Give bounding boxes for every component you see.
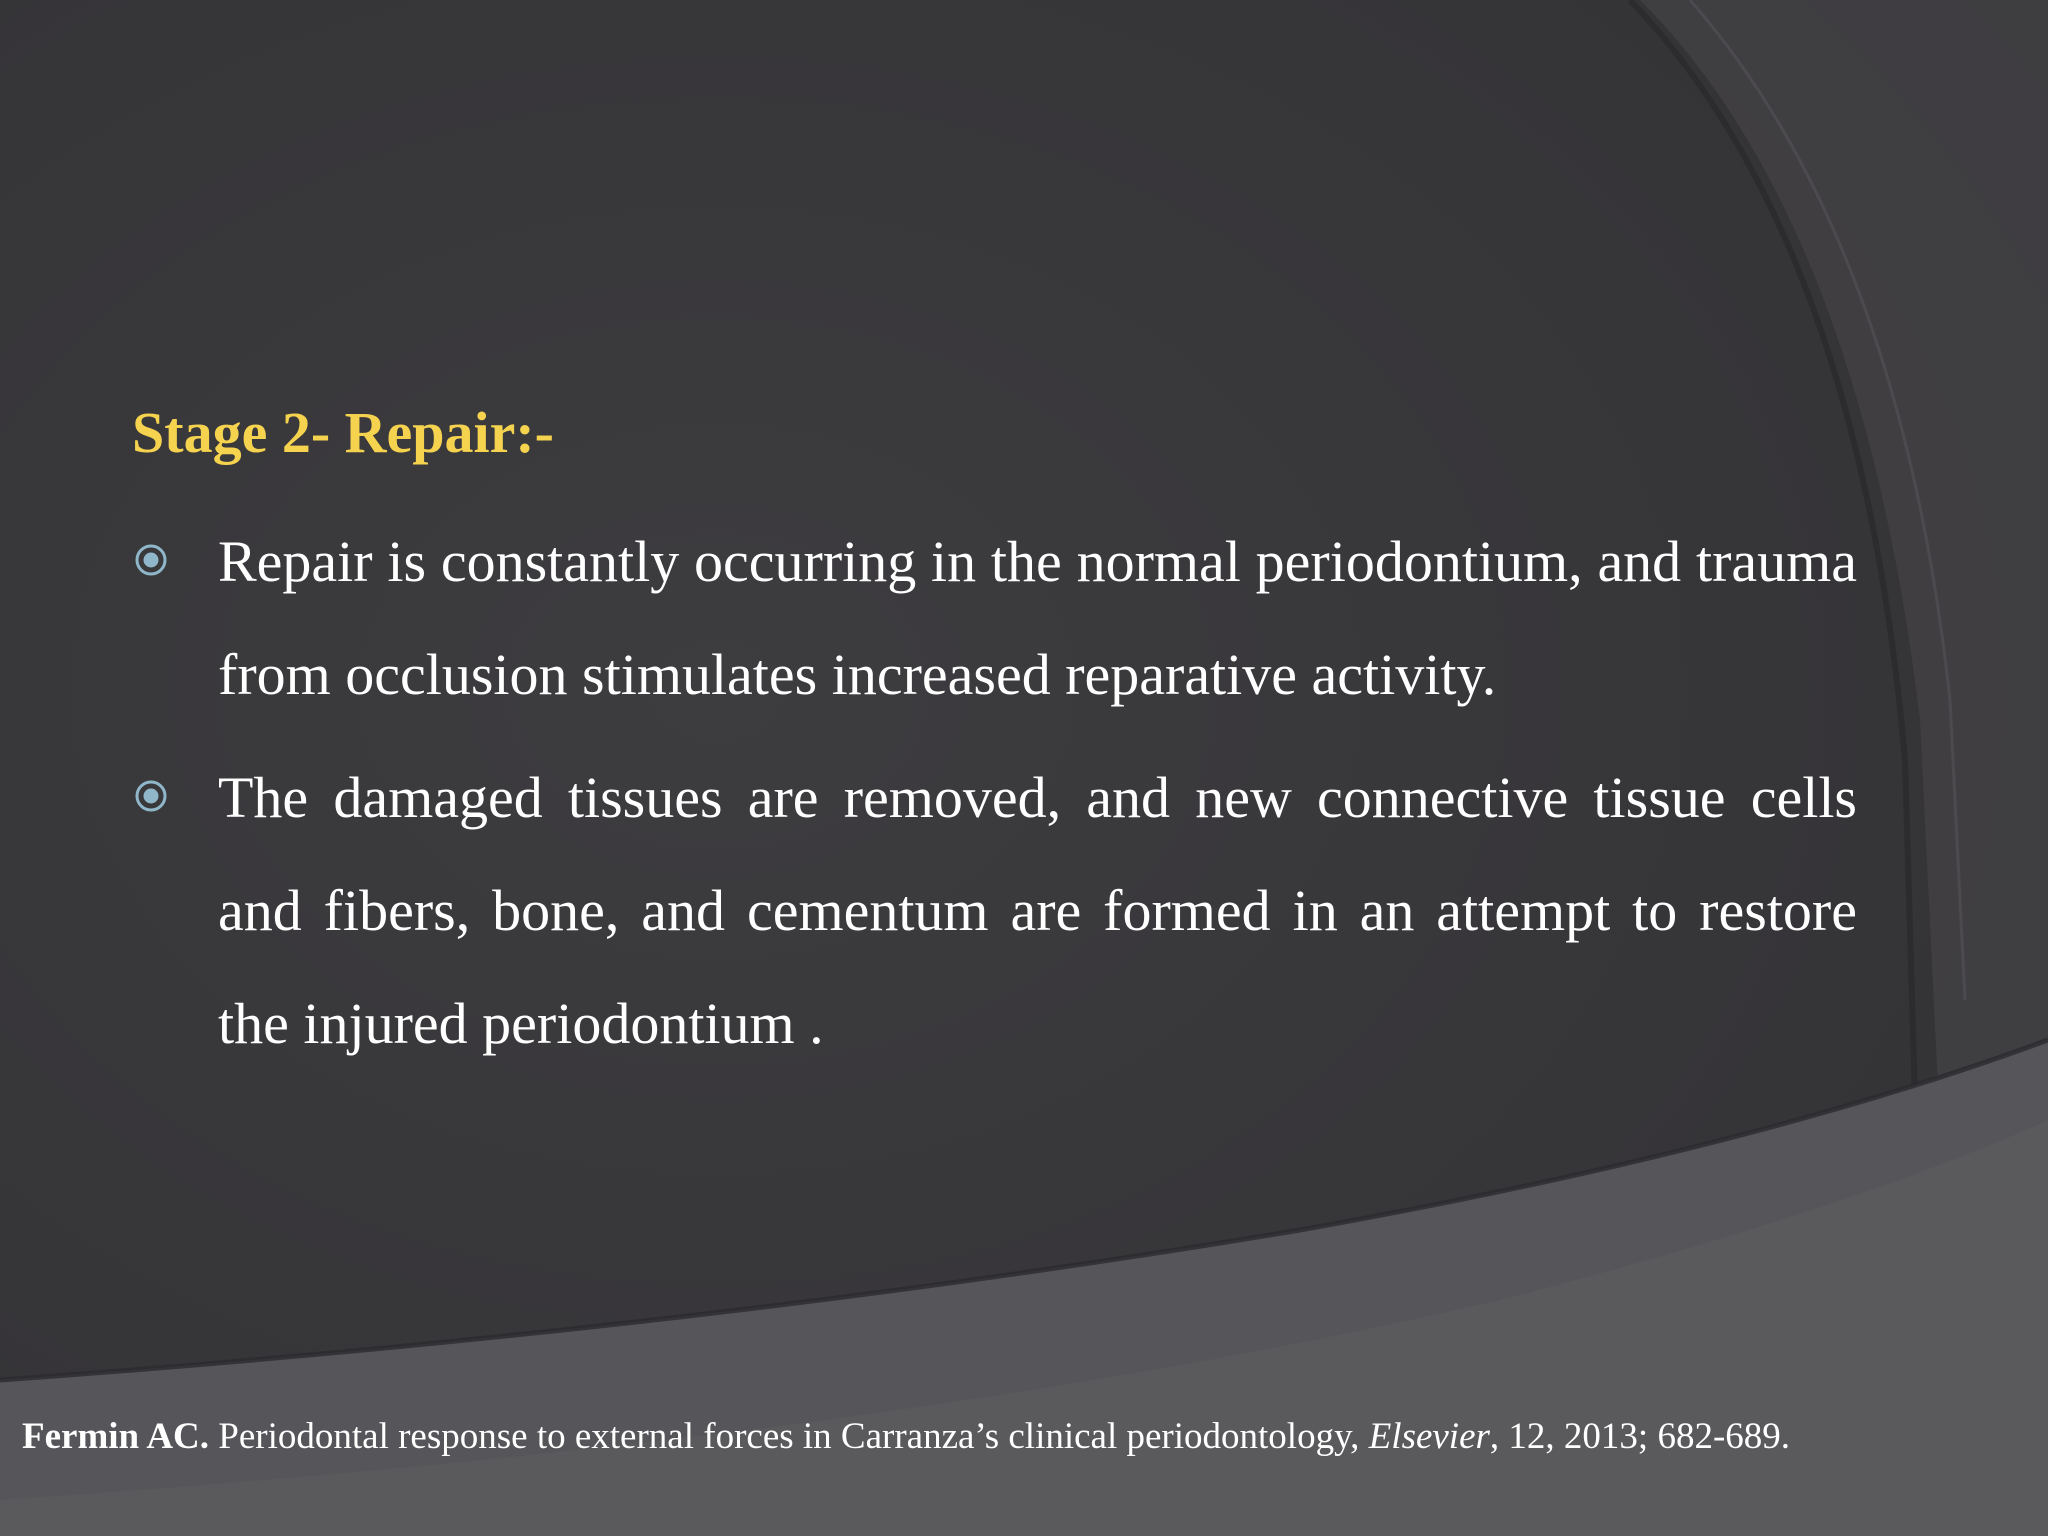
citation-title: Periodontal response to external forces in Carranza’s clinical periodontology,	[209, 1416, 1369, 1457]
citation-publisher: Elsevier	[1368, 1416, 1490, 1457]
citation-author: Fermin AC.	[22, 1416, 210, 1457]
bullet-list	[132, 505, 1857, 1090]
bullet-item	[132, 505, 1857, 731]
bullet-text: The damaged tissues are removed, and new connective tissue cells and fibers, bone, and cementum are formed in an attempt to restore the injured periodontium .	[218, 765, 1857, 1056]
citation-details: , 12, 2013; 682-689.	[1489, 1416, 1791, 1457]
slide-heading: Stage 2- Repair:-	[132, 400, 555, 465]
bullet-text: Repair is constantly occurring in the normal periodontium, and trauma from occlusion stimulates increased reparative activity.	[218, 529, 1857, 707]
bullet-item	[132, 741, 1857, 1080]
target-bullet-icon	[134, 543, 168, 577]
citation	[22, 1412, 1790, 1462]
target-bullet-icon	[134, 779, 168, 813]
